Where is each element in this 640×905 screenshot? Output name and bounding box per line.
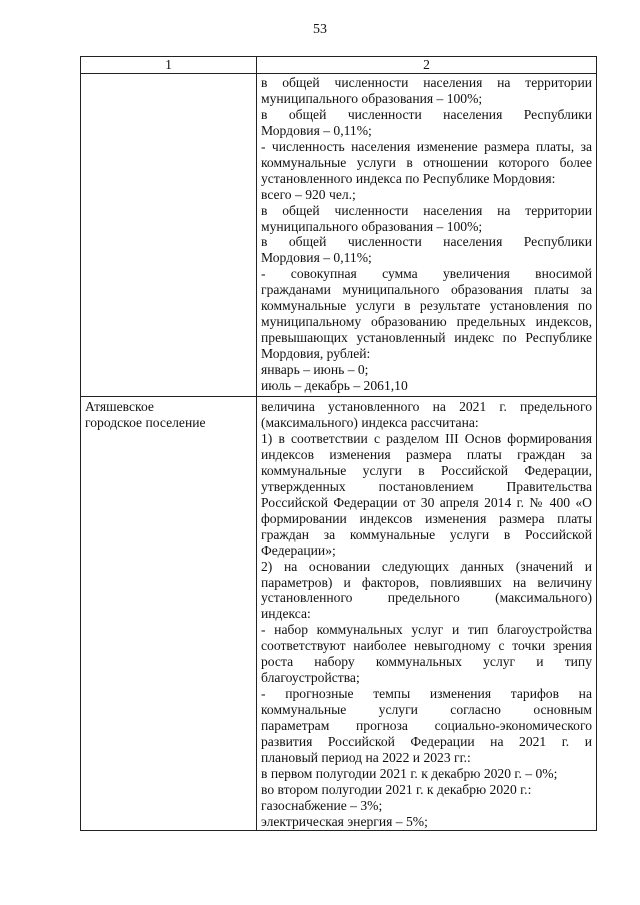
text-line: коммунальные услуги в результате установления по	[261, 298, 592, 314]
page-number: 53	[313, 22, 327, 37]
text-line: 2) на основании следующих данных (значений и	[261, 558, 592, 574]
header-col-1: 1	[81, 57, 257, 74]
header-col-2: 2	[257, 57, 597, 74]
text-line: развития Российской Федерации на 2021 г. и	[261, 734, 592, 750]
text-line: индексов изменения размера платы граждан за	[261, 446, 592, 462]
text-line: Мордовия, рублей:	[261, 346, 371, 362]
text-line: газоснабжение – 3%;	[261, 797, 383, 813]
text-line: январь – июнь – 0;	[261, 362, 369, 378]
data-table	[80, 56, 597, 831]
text-line: муниципального образования – 100%;	[261, 90, 483, 106]
row2-right-cell	[257, 397, 597, 831]
text-line: коммунальные услуги в Российской Федерации,	[261, 462, 592, 478]
text-line: в общей численности населения на территории	[261, 74, 592, 90]
text-line: - прогнозные темпы изменения тарифов на	[261, 686, 592, 702]
text-line: - совокупная сумма увеличения вносимой	[261, 266, 592, 282]
settlement-name: Атяшевское	[85, 399, 154, 415]
text-line: граждан за коммунальные услуги в Российской	[261, 526, 592, 542]
text-line: в общей численности населения на территории	[261, 202, 592, 218]
text-line: - численность населения изменение размера платы, за	[261, 138, 592, 154]
text-line: (максимального) индекса рассчитана:	[261, 414, 479, 430]
text-line: плановый период на 2022 и 2023 гг.:	[261, 749, 471, 765]
text-line: установленного индекса по Республике Мордовия:	[261, 170, 556, 186]
text-line: в первом полугодии 2021 г. к декабрю 2020 г. – 0%;	[261, 765, 558, 781]
text-line: величина установленного на 2021 г. предельного	[261, 399, 592, 415]
text-line: коммунальные услуги в отношении которого более	[261, 154, 592, 170]
text-line: превышающих установленный индекс по Республике	[261, 330, 592, 346]
text-line: соответствуют наиболее невыгодному с точки зрения	[261, 638, 592, 654]
text-line: формировании индексов изменения размера платы	[261, 510, 592, 526]
text-line: коммунальные услуги согласно основным	[261, 702, 592, 718]
text-line: Российской Федерации от 30 апреля 2014 г. № 400 «О	[261, 494, 592, 510]
table-row	[81, 397, 597, 831]
settlement-type: городское поселение	[85, 414, 206, 430]
text-line: гражданами муниципального образования платы за	[261, 282, 592, 298]
row1-right-cell	[257, 73, 597, 396]
text-line: июль – декабрь – 2061,10	[261, 378, 408, 394]
text-line: индекса:	[261, 606, 311, 622]
text-line: утвержденных постановлением Правительства	[261, 478, 592, 494]
text-line: Мордовия – 0,11%;	[261, 250, 372, 266]
table-row	[81, 73, 597, 396]
text-line: муниципального образования – 100%;	[261, 218, 483, 234]
text-line: параметрам прогноза социально-экономического	[261, 718, 592, 734]
text-line: в общей численности населения Республики	[261, 234, 592, 250]
text-line: - набор коммунальных услуг и тип благоустройства	[261, 622, 592, 638]
text-line: роста набору коммунальных услуг и типу	[261, 654, 592, 670]
text-line: электрическая энергия – 5%;	[261, 813, 428, 829]
text-line: 1) в соответствии с разделом III Основ формирования	[261, 430, 592, 446]
text-line: Федерации»;	[261, 542, 336, 558]
text-line: во втором полугодии 2021 г. к декабрю 2020 г.:	[261, 781, 532, 797]
text-line: в общей численности населения Республики	[261, 106, 592, 122]
text-line: установленного предельного (максимального)	[261, 590, 592, 606]
text-line: муниципальному образованию предельных индексов,	[261, 314, 592, 330]
text-line: всего – 920 чел.;	[261, 186, 356, 202]
row1-left-cell	[81, 73, 257, 396]
table-header-row	[81, 57, 597, 74]
text-line: благоустройства;	[261, 670, 360, 686]
text-line: Мордовия – 0,11%;	[261, 122, 372, 138]
row2-left-cell	[81, 397, 257, 831]
text-line: параметров) и факторов, повлиявших на величину	[261, 574, 592, 590]
